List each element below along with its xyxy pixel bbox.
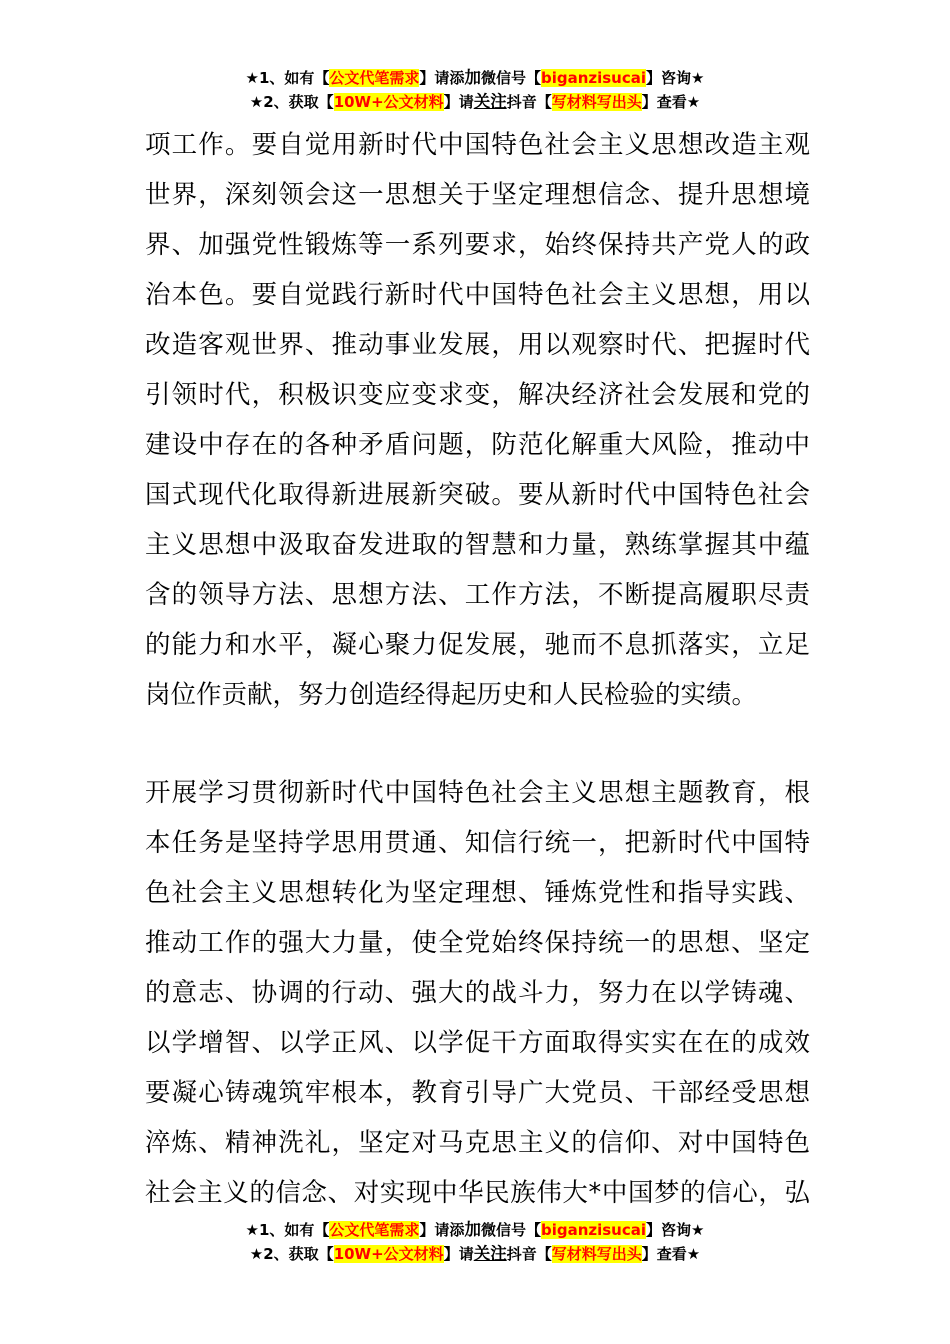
paragraph-1	[145, 120, 810, 720]
banner-text: ★1、如有【	[245, 69, 330, 87]
banner-text: ★1、如有【	[245, 1221, 330, 1239]
banner-text: 】请添	[419, 69, 465, 87]
douyin-tag: 写材料写出头	[551, 93, 642, 111]
banner-text: 抖音【	[506, 1245, 552, 1263]
text-line: 要凝心铸魂筑牢根本，教育引导广大党员、干部经受思想	[145, 1078, 810, 1108]
text-line: 主义思想中汲取奋发进取的智慧和力量，熟练掌握其中蕴	[145, 530, 810, 560]
banner-text: 加	[464, 1220, 481, 1239]
text-line: 界、加强党性锻炼等一系列要求，始终保持共产党人的政	[145, 230, 810, 260]
banner-text: 加	[464, 68, 481, 87]
text-line: 项工作。要自觉用新时代中国特色社会主义思想改造主观	[145, 130, 810, 160]
wechat-id-tag: biganzisucai	[540, 69, 647, 87]
paragraph-2	[145, 768, 810, 1218]
banner-text: 抖音【	[506, 93, 552, 111]
text-line: 引领时代，积极识变应变求变，解决经济社会发展和党的	[145, 380, 810, 410]
banner-line-2	[0, 90, 950, 114]
banner-text: 】请	[443, 1245, 474, 1263]
text-line: 推动工作的强大力量，使全党始终保持统一的思想、坚定	[145, 928, 810, 958]
banner-text: 】咨询★	[646, 1221, 705, 1239]
text-line: 改造客观世界、推动事业发展，用以观察时代、把握时代	[145, 330, 810, 360]
banner-text: 】咨询★	[646, 69, 705, 87]
text-line: 含的领导方法、思想方法、工作方法，不断提高履职尽责	[145, 580, 810, 610]
text-line: 本任务是坚持学思用贯通、知信行统一，把新时代中国特	[145, 828, 810, 858]
text-line: 岗位作贡献，努力创造经得起历史和人民检验的实绩。	[145, 680, 758, 710]
banner-text: ★2、获取【	[249, 1245, 334, 1263]
banner-text: 关注	[473, 1244, 507, 1263]
banner-text: 关注	[473, 92, 507, 111]
text-line: 色社会主义思想转化为坚定理想、锤炼党性和指导实践、	[145, 878, 810, 908]
banner-text: ★2、获取【	[249, 93, 334, 111]
banner-line-1	[0, 1218, 950, 1242]
banner-line-2	[0, 1242, 950, 1266]
banner-text: 微信号【	[480, 1221, 541, 1239]
highlight-tag: 公文代笔需求	[329, 69, 420, 87]
wechat-id-tag: biganzisucai	[540, 1221, 647, 1239]
text-line: 国式现代化取得新进展新突破。要从新时代中国特色社会	[145, 480, 810, 510]
douyin-tag: 写材料写出头	[551, 1245, 642, 1263]
text-line: 世界，深刻领会这一思想关于坚定理想信念、提升思想境	[145, 180, 810, 210]
banner-text: 】查看★	[641, 93, 701, 111]
header-banner	[0, 66, 950, 114]
text-line: 的意志、协调的行动、强大的战斗力，努力在以学铸魂、	[145, 978, 810, 1008]
text-line: 以学增智、以学正风、以学促干方面取得实实在在的成效	[145, 1028, 810, 1058]
text-line: 的能力和水平，凝心聚力促发展，驰而不息抓落实，立足	[145, 630, 810, 660]
banner-text: 】请	[443, 93, 474, 111]
text-line: 建设中存在的各种矛盾问题，防范化解重大风险，推动中	[145, 430, 810, 460]
text-line: 治本色。要自觉践行新时代中国特色社会主义思想，用以	[145, 280, 810, 310]
text-line: 开展学习贯彻新时代中国特色社会主义思想主题教育，根	[145, 778, 810, 808]
highlight-tag: 10W+公文材料	[333, 1245, 444, 1263]
footer-banner	[0, 1218, 950, 1266]
text-line: 社会主义的信念、对实现中华民族伟大*中国梦的信心，弘	[145, 1178, 810, 1208]
banner-line-1	[0, 66, 950, 90]
highlight-tag: 10W+公文材料	[333, 93, 444, 111]
highlight-tag: 公文代笔需求	[329, 1221, 420, 1239]
banner-text: 微信号【	[480, 69, 541, 87]
banner-text: 】请添	[419, 1221, 465, 1239]
banner-text: 】查看★	[641, 1245, 701, 1263]
text-line: 淬炼、精神洗礼，坚定对马克思主义的信仰、对中国特色	[145, 1128, 810, 1158]
